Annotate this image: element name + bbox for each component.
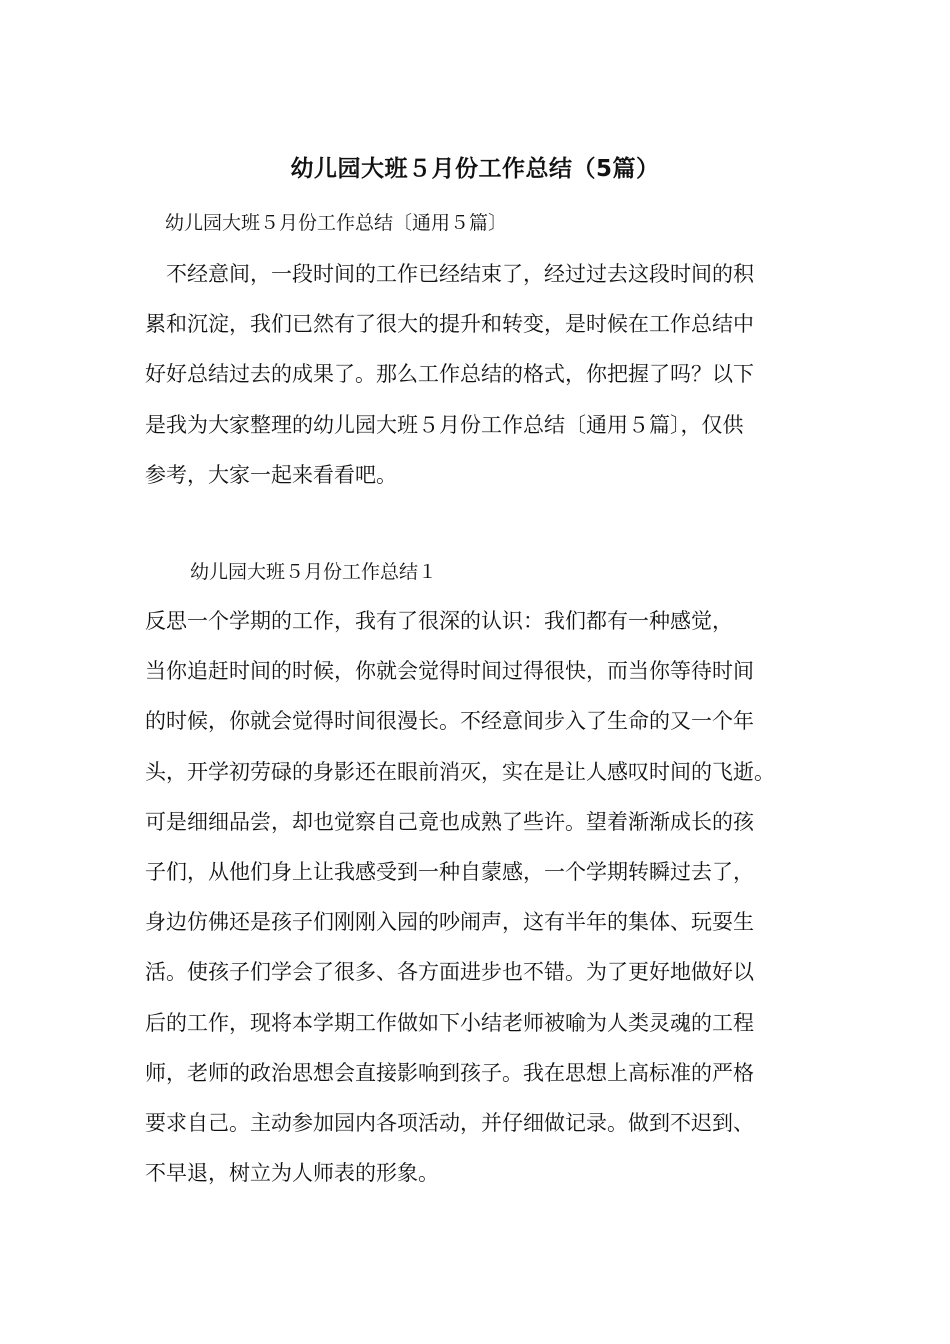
section-line: 不早退，树立为人师表的形象。 — [145, 1161, 439, 1186]
intro-line: 好好总结过去的成果了。那么工作总结的格式，你把握了吗？以下 — [145, 362, 754, 387]
section-line: 活。使孩子们学会了很多、各方面进步也不错。为了更好地做好以 — [145, 960, 754, 985]
section-line: 反思一个学期的工作，我有了很深的认识：我们都有一种感觉， — [145, 609, 733, 633]
intro-line: 是我为大家整理的幼儿园大班５月份工作总结〔通用５篇〕，仅供 — [145, 412, 744, 437]
section-line: 可是细细品尝，却也觉察自己竟也成熟了些许。望着渐渐成长的孩 — [145, 809, 754, 834]
intro-line: 不经意间，一段时间的工作已经结束了，经过过去这段时间的积 — [145, 262, 754, 286]
document-subtitle: 幼儿园大班５月份工作总结〔通用５篇〕 — [165, 212, 508, 234]
section-line: 的时候，你就会觉得时间很漫长。不经意间步入了生命的又一个年 — [145, 709, 754, 734]
section-heading: 幼儿园大班５月份工作总结１ — [190, 561, 438, 583]
document-title: 幼儿园大班５月份工作总结（5篇） — [290, 156, 660, 182]
section-line: 当你追赶时间的时候，你就会觉得时间过得很快，而当你等待时间 — [145, 659, 754, 684]
intro-paragraph — [145, 249, 825, 500]
section-line: 后的工作，现将本学期工作做如下小结老师被喻为人类灵魂的工程 — [145, 1010, 754, 1035]
intro-line: 累和沉淀，我们已然有了很大的提升和转变，是时候在工作总结中 — [145, 312, 754, 337]
section-line: 头，开学初劳碌的身影还在眼前消灭，实在是让人感叹时间的飞逝。 — [145, 759, 775, 784]
section-paragraph — [145, 596, 825, 1198]
intro-line: 参考，大家一起来看看吧。 — [145, 462, 397, 487]
section-line: 师，老师的政治思想会直接影响到孩子。我在思想上高标准的严格 — [145, 1060, 754, 1085]
section-line: 要求自己。主动参加园内各项活动，并仔细做记录。做到不迟到、 — [145, 1110, 754, 1135]
section-line: 子们，从他们身上让我感受到一种自蒙感，一个学期转瞬过去了， — [145, 859, 754, 884]
section-line: 身边仿佛还是孩子们刚刚入园的吵闹声，这有半年的集体、玩耍生 — [145, 910, 754, 935]
